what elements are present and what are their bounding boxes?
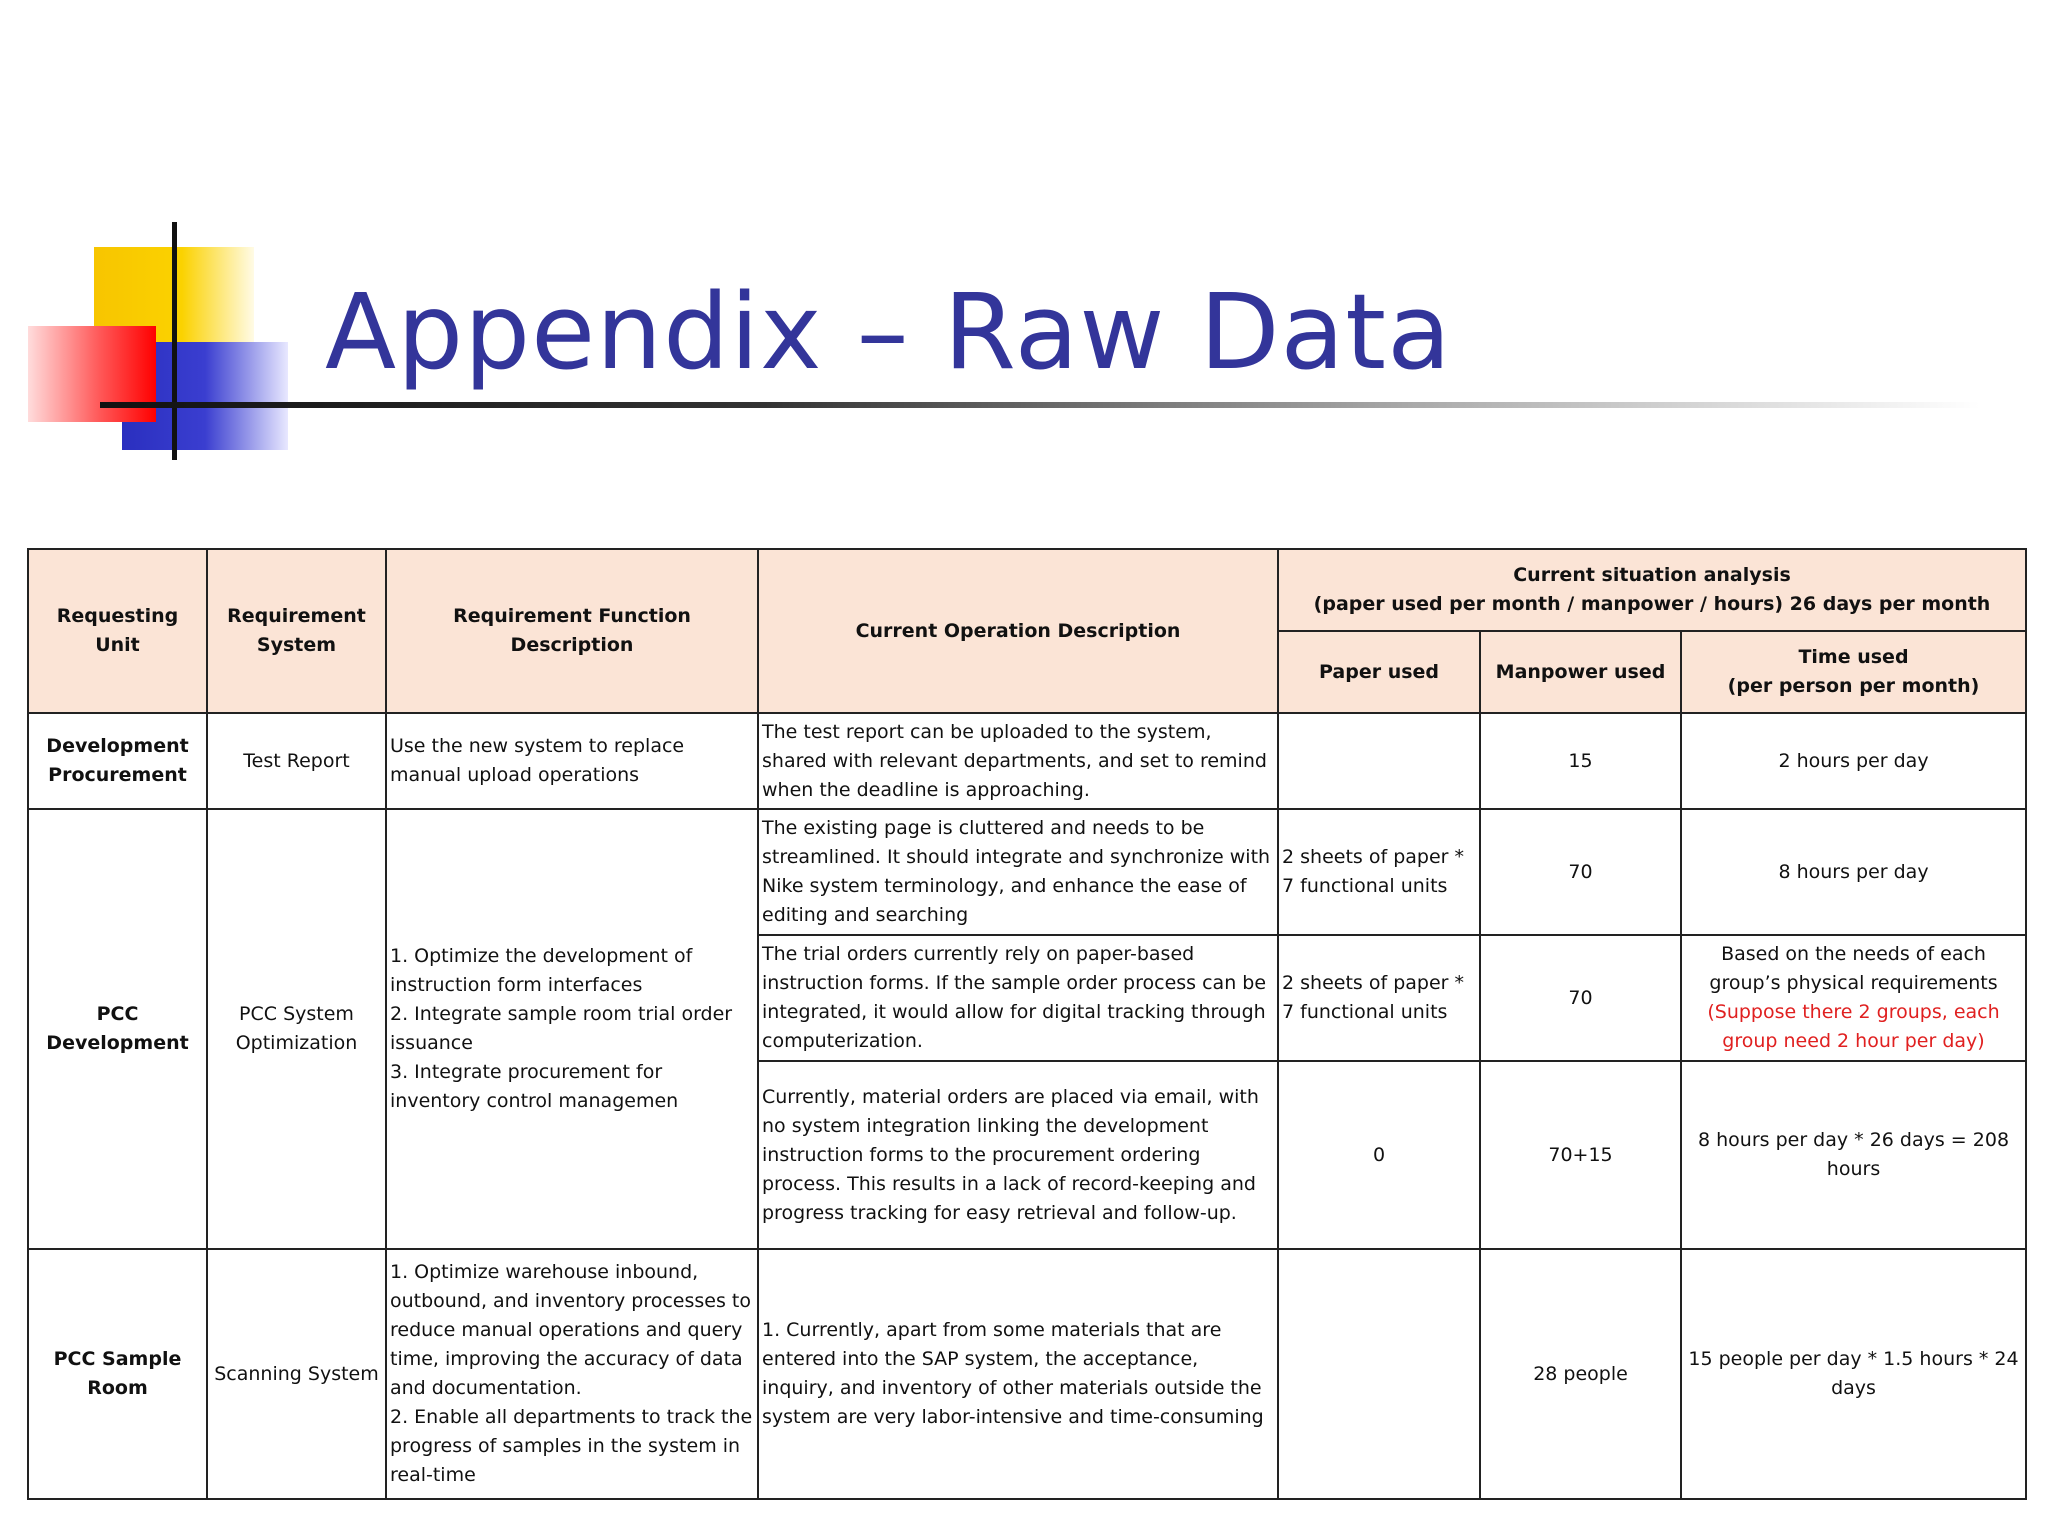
cell-requesting-unit: PCC Development [28,809,207,1249]
cell-requirement-system: PCC System Optimization [207,809,386,1249]
cell-requirement-system: Scanning System [207,1249,386,1499]
cell-manpower-used: 70 [1480,935,1681,1061]
header-analysis-title: Current situation analysis [1513,564,1791,586]
cell-paper-used: 2 sheets of paper * 7 functional units [1278,809,1480,935]
function-item: 2. Integrate sample room trial order issuance [390,1003,733,1054]
cell-operation-description: 1. Currently, apart from some materials that are entered into the SAP system, the acceptance, inquiry, and inventory of other materials outside the system are very labor-intensive and time-consuming [758,1249,1278,1499]
function-item: 3. Integrate procurement for inventory control managemen [390,1061,679,1112]
cell-requesting-unit: PCC Sample Room [28,1249,207,1499]
cell-time-used: 15 people per day * 1.5 hours * 24 days [1681,1249,2026,1499]
title-underline [100,402,1980,408]
cell-paper-used: 0 [1278,1061,1480,1249]
cell-requirement-system: Test Report [207,713,386,809]
header-requesting-unit: Requesting Unit [28,549,207,713]
cell-manpower-used: 70 [1480,809,1681,935]
time-used-note: (Suppose there 2 groups, each group need 2 hour per day) [1707,1001,2000,1052]
cell-time-used: 2 hours per day [1681,713,2026,809]
cell-requesting-unit: Development Procurement [28,713,207,809]
table-row [28,1249,2026,1499]
cell-operation-description: Currently, material orders are placed via email, with no system integration linking the development instruction forms to the procurement ordering process. This results in a lack of record-keeping and progress tracking for easy retrieval and follow-up. [758,1061,1278,1249]
header-analysis-subtitle: (paper used per month / manpower / hours) 26 days per month [1313,593,1991,615]
table-row [28,809,2026,935]
cell-manpower-used: 15 [1480,713,1681,809]
logo-vertical-line [172,222,177,460]
cell-paper-used: 2 sheets of paper * 7 functional units [1278,935,1480,1061]
cell-operation-description: The existing page is cluttered and needs to be streamlined. It should integrate and synchronize with Nike system terminology, and enhance the ease of editing and searching [758,809,1278,935]
cell-time-used: 8 hours per day [1681,809,2026,935]
header-time-used-label: Time used [1798,646,1909,668]
page-title: Appendix – Raw Data [325,271,1452,393]
cell-function-description [386,809,758,1249]
cell-paper-used [1278,1249,1480,1499]
function-item: 2. Enable all departments to track the progress of samples in the system in real-time [390,1406,753,1486]
raw-data-table [27,548,2027,1500]
table-row [28,713,2026,809]
cell-operation-description: The test report can be uploaded to the system, shared with relevant departments, and set to remind when the deadline is approaching. [758,713,1278,809]
header-time-used-sub: (per person per month) [1727,675,1980,697]
cell-manpower-used: 28 people [1480,1249,1681,1499]
cell-time-used [1681,935,2026,1061]
header-function-description: Requirement Function Description [386,549,758,713]
header-paper-used: Paper used [1278,631,1480,713]
header-analysis [1278,549,2026,631]
cell-operation-description: The trial orders currently rely on paper-based instruction forms. If the sample order process can be integrated, it would allow for digital tracking through computerization. [758,935,1278,1061]
cell-manpower-used: 70+15 [1480,1061,1681,1249]
cell-time-used: 8 hours per day * 26 days = 208 hours [1681,1061,2026,1249]
header-operation-description: Current Operation Description [758,549,1278,713]
time-used-text: Based on the needs of each group’s physical requirements [1709,943,1998,994]
function-item: 1. Optimize warehouse inbound, outbound, and inventory processes to reduce manual operations and query time, improving the accuracy of data and documentation. [390,1261,751,1399]
function-item: 1. Optimize the development of instruction form interfaces [390,945,693,996]
header-requirement-system: Requirement System [207,549,386,713]
cell-paper-used [1278,713,1480,809]
cell-function-description: Use the new system to replace manual upload operations [386,713,758,809]
header-time-used [1681,631,2026,713]
header-manpower-used: Manpower used [1480,631,1681,713]
cell-function-description [386,1249,758,1499]
